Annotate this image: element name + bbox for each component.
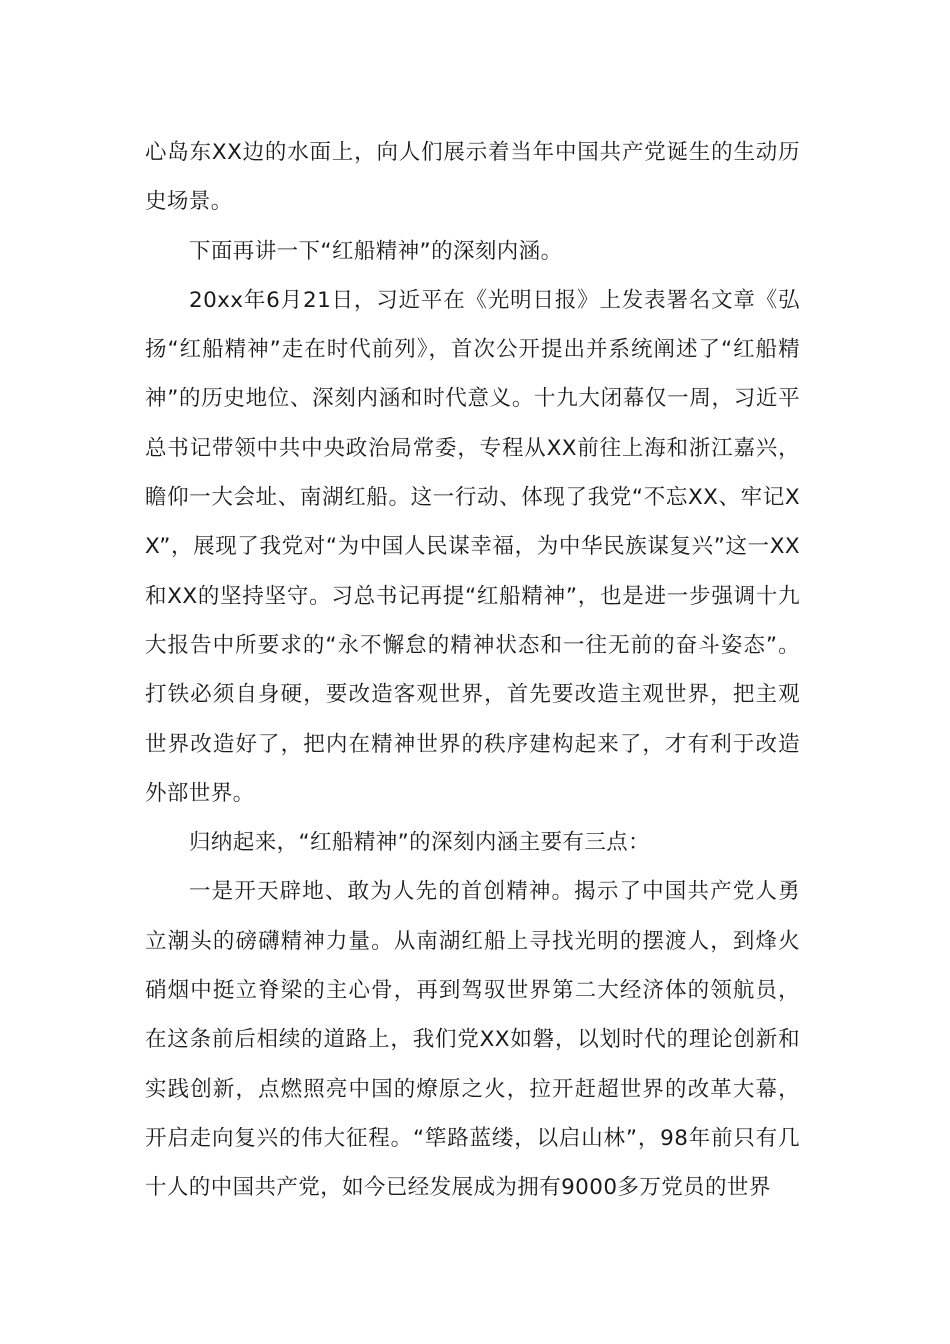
- paragraph-1: 心岛东XX边的水面上，向人们展示着当年中国共产党诞生的生动历史场景。: [145, 140, 800, 215]
- paragraph-4: 归纳起来，“红船精神”的深刻内涵主要有三点：: [189, 830, 651, 856]
- document-body: [145, 128, 800, 1213]
- paragraph-2: 下面再讲一下“红船精神”的深刻内涵。: [189, 238, 563, 264]
- paragraph-5: 一是开天辟地、敢为人先的首创精神。揭示了中国共产党人勇立潮头的磅礴精神力量。从南湖红船上寻找光明的摆渡人，到烽火硝烟中挺立脊梁的主心骨，再到驾驭世界第二大经济体的领航员，在这条前后相续的道路上，我们党XX如磐，以划时代的理论创新和实践创新，点燃照亮中国的燎原之火，拉开赶超世界的改革大幕，开启走向复兴的伟大征程。“筚路蓝缕，以启山林”，98年前只有几十人的中国共产党，如今已经发展成为拥有9000多万党员的世界: [145, 879, 800, 1201]
- paragraph-3: 20xx年6月21日，习近平在《光明日报》上发表署名文章《弘扬“红船精神”走在时代前列》，首次公开提出并系统阐述了“红船精神”的历史地位、深刻内涵和时代意义。十九大闭幕仅一周，习近平总书记带领中共中央政治局常委，专程从XX前往上海和浙江嘉兴，瞻仰一大会址、南湖红船。这一行动、体现了我党“不忘XX、牢记XX”，展现了我党对“为中国人民谋幸福，为中华民族谋复兴”这一XX和XX的坚持坚守。习总书记再提“红船精神”，也是进一步强调十九大报告中所要求的“永不懈怠的精神状态和一往无前的奋斗姿态”。打铁必须自身硬，要改造客观世界，首先要改造主观世界，把主观世界改造好了，把内在精神世界的秩序建构起来了，才有利于改造外部世界。: [145, 287, 800, 806]
